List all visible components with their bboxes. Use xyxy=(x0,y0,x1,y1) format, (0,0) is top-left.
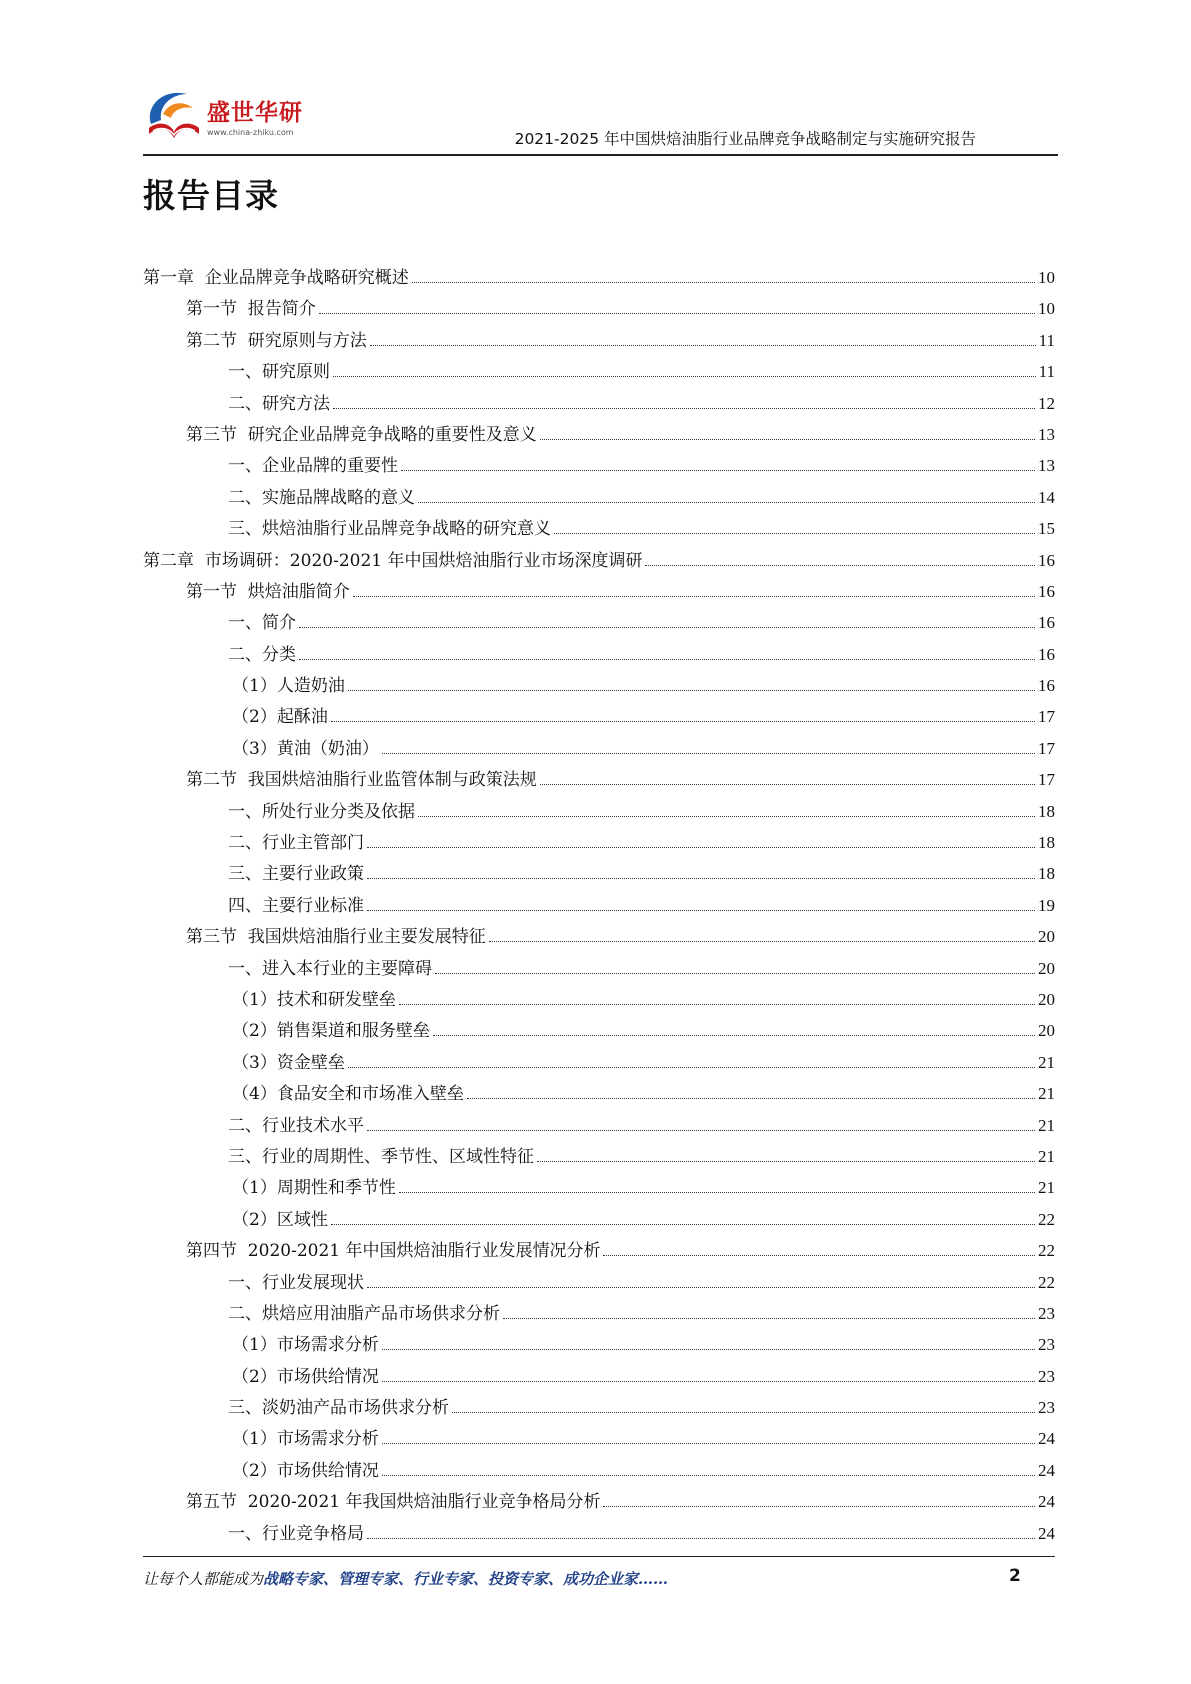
toc-entry[interactable] xyxy=(143,764,1055,795)
table-of-contents xyxy=(143,262,1055,1549)
toc-dot-leader xyxy=(540,439,1035,440)
toc-entry-title: 第二章 市场调研：2020-2021 年中国烘焙油脂行业市场深度调研 xyxy=(143,550,643,571)
toc-entry[interactable] xyxy=(143,1110,1055,1141)
toc-dot-leader xyxy=(333,408,1035,409)
toc-dot-leader xyxy=(399,1192,1035,1193)
toc-entry[interactable] xyxy=(143,827,1055,858)
toc-dot-leader xyxy=(299,627,1035,628)
toc-entry[interactable] xyxy=(143,388,1055,419)
toc-entry-title: 第一章 企业品牌竞争战略研究概述 xyxy=(143,268,409,288)
toc-entry-page: 21 xyxy=(1038,1115,1055,1135)
toc-entry-page: 20 xyxy=(1038,989,1055,1009)
toc-entry[interactable] xyxy=(143,1392,1055,1423)
toc-dot-leader xyxy=(370,345,1036,346)
toc-entry-title: （4）食品安全和市场准入壁垒 xyxy=(232,1084,464,1105)
toc-entry-page: 22 xyxy=(1038,1272,1055,1292)
toc-entry[interactable] xyxy=(143,545,1055,576)
toc-dot-leader xyxy=(603,1506,1035,1507)
toc-dot-leader xyxy=(367,1130,1035,1131)
toc-entry[interactable] xyxy=(143,482,1055,513)
toc-entry-page: 18 xyxy=(1038,801,1055,821)
toc-dot-leader xyxy=(433,1035,1035,1036)
toc-dot-leader xyxy=(348,1067,1035,1068)
toc-dot-leader xyxy=(467,1098,1035,1099)
toc-dot-leader xyxy=(382,1475,1035,1476)
toc-entry-title: 第二节 研究原则与方法 xyxy=(186,330,367,351)
toc-entry-title: （2）起酥油 xyxy=(232,707,328,728)
toc-dot-leader xyxy=(418,502,1035,503)
toc-entry-title: 二、烘焙应用油脂产品市场供求分析 xyxy=(228,1303,500,1324)
toc-entry-title: 一、进入本行业的主要障碍 xyxy=(228,958,432,979)
toc-entry-title: （2）市场供给情况 xyxy=(232,1366,379,1387)
toc-entry-title: 一、研究原则 xyxy=(228,362,330,383)
toc-dot-leader xyxy=(399,1004,1035,1005)
toc-dot-leader xyxy=(603,1255,1035,1256)
toc-entry-page: 19 xyxy=(1038,895,1055,915)
toc-entry[interactable] xyxy=(143,1518,1055,1549)
toc-entry-title: （2）销售渠道和服务壁垒 xyxy=(232,1021,430,1042)
toc-entry-page: 20 xyxy=(1038,958,1055,978)
toc-dot-leader xyxy=(503,1318,1035,1319)
toc-entry-title: （2）市场供给情况 xyxy=(232,1460,379,1481)
toc-entry-page: 23 xyxy=(1038,1366,1055,1386)
toc-entry-page: 16 xyxy=(1038,550,1055,570)
toc-entry[interactable] xyxy=(143,1235,1055,1266)
toc-entry[interactable] xyxy=(143,890,1055,921)
toc-entry[interactable] xyxy=(143,419,1055,450)
toc-entry[interactable] xyxy=(143,733,1055,764)
toc-entry-title: 三、烘焙油脂行业品牌竞争战略的研究意义 xyxy=(228,519,551,540)
company-logo xyxy=(143,84,313,146)
toc-dot-leader xyxy=(382,753,1035,754)
toc-entry-page: 24 xyxy=(1038,1460,1055,1480)
toc-entry-page: 24 xyxy=(1038,1429,1055,1449)
toc-entry-page: 17 xyxy=(1038,738,1055,758)
toc-dot-leader xyxy=(353,596,1035,597)
toc-entry-page: 23 xyxy=(1038,1303,1055,1323)
toc-entry[interactable] xyxy=(143,639,1055,670)
toc-entry[interactable] xyxy=(143,262,1055,293)
toc-entry-title: （3）资金壁垒 xyxy=(232,1052,345,1073)
toc-entry[interactable] xyxy=(143,1141,1055,1172)
toc-entry-title: 一、行业竞争格局 xyxy=(228,1523,364,1544)
toc-entry-title: 第三节 研究企业品牌竞争战略的重要性及意义 xyxy=(186,424,537,445)
toc-entry-title: 第一节 烘焙油脂简介 xyxy=(186,581,350,602)
slogan-emphasis: 战略专家、管理专家、行业专家、投资专家、成功企业家…… xyxy=(263,1570,669,1588)
toc-dot-leader xyxy=(319,313,1035,314)
toc-entry[interactable] xyxy=(143,921,1055,952)
toc-entry[interactable] xyxy=(143,1172,1055,1203)
toc-entry-title: 第二节 我国烘焙油脂行业监管体制与政策法规 xyxy=(186,770,537,791)
toc-entry-title: （2）区域性 xyxy=(232,1209,328,1230)
footer-slogan xyxy=(143,1568,668,1589)
toc-dot-leader xyxy=(299,659,1035,660)
toc-entry[interactable] xyxy=(143,1361,1055,1392)
toc-dot-leader xyxy=(645,565,1035,566)
toc-entry-page: 18 xyxy=(1038,864,1055,884)
logo-emblem-icon xyxy=(143,84,205,144)
toc-entry-page: 17 xyxy=(1038,707,1055,727)
toc-entry-page: 13 xyxy=(1038,424,1055,444)
toc-entry-title: 三、淡奶油产品市场供求分析 xyxy=(228,1398,449,1419)
toc-dot-leader xyxy=(537,1161,1035,1162)
toc-entry-title: （1）人造奶油 xyxy=(232,676,345,697)
toc-entry-page: 20 xyxy=(1038,927,1055,947)
toc-entry-title: 第五节 2020-2021 年我国烘焙油脂行业竞争格局分析 xyxy=(186,1492,601,1513)
toc-entry[interactable] xyxy=(143,1423,1055,1454)
toc-dot-leader xyxy=(412,282,1035,283)
toc-entry[interactable] xyxy=(143,1204,1055,1235)
toc-entry-title: 二、研究方法 xyxy=(228,393,330,414)
toc-entry-page: 22 xyxy=(1038,1209,1055,1229)
toc-entry-page: 18 xyxy=(1038,833,1055,853)
toc-entry[interactable] xyxy=(143,1455,1055,1486)
toc-dot-leader xyxy=(348,690,1035,691)
page-title: 报告目录 xyxy=(143,176,279,215)
toc-entry-page: 20 xyxy=(1038,1021,1055,1041)
toc-dot-leader xyxy=(452,1412,1035,1413)
toc-dot-leader xyxy=(540,784,1035,785)
toc-dot-leader xyxy=(367,847,1035,848)
toc-dot-leader xyxy=(435,973,1035,974)
toc-entry-page: 21 xyxy=(1038,1146,1055,1166)
toc-entry-title: 二、行业主管部门 xyxy=(228,833,364,854)
toc-dot-leader xyxy=(401,470,1035,471)
toc-entry-page: 21 xyxy=(1038,1084,1055,1104)
toc-entry[interactable] xyxy=(143,607,1055,638)
toc-entry-title: （1）市场需求分析 xyxy=(232,1335,379,1356)
toc-dot-leader xyxy=(367,910,1035,911)
toc-entry-title: 四、主要行业标准 xyxy=(228,895,364,916)
toc-entry-title: 二、分类 xyxy=(228,644,296,665)
toc-entry[interactable] xyxy=(143,953,1055,984)
toc-entry-page: 24 xyxy=(1038,1492,1055,1512)
toc-entry-title: （1）周期性和季节性 xyxy=(232,1178,396,1199)
toc-entry[interactable] xyxy=(143,858,1055,889)
toc-entry-title: 一、行业发展现状 xyxy=(228,1272,364,1293)
toc-entry-page: 13 xyxy=(1038,456,1055,476)
toc-dot-leader xyxy=(382,1443,1035,1444)
toc-entry[interactable] xyxy=(143,513,1055,544)
toc-entry-page: 11 xyxy=(1038,330,1055,350)
toc-entry[interactable] xyxy=(143,1047,1055,1078)
toc-entry-title: （1）技术和研发壁垒 xyxy=(232,989,396,1010)
toc-entry-title: 一、简介 xyxy=(228,613,296,634)
toc-entry[interactable] xyxy=(143,450,1055,481)
toc-entry[interactable] xyxy=(143,1015,1055,1046)
toc-dot-leader xyxy=(331,1224,1035,1225)
toc-entry-page: 16 xyxy=(1038,676,1055,696)
toc-entry-page: 14 xyxy=(1038,487,1055,507)
toc-entry-page: 10 xyxy=(1038,268,1055,287)
toc-entry-title: （3）黄油（奶油） xyxy=(232,738,379,759)
toc-dot-leader xyxy=(489,941,1035,942)
toc-entry-title: 第四节 2020-2021 年中国烘焙油脂行业发展情况分析 xyxy=(186,1241,601,1262)
toc-dot-leader xyxy=(367,878,1035,879)
slogan-prefix: 让每个人都能成为 xyxy=(143,1570,264,1588)
toc-entry-page: 10 xyxy=(1038,299,1055,319)
toc-entry[interactable] xyxy=(143,356,1055,387)
toc-dot-leader xyxy=(331,721,1035,722)
report-title-header: 2021-2025 年中国烘焙油脂行业品牌竞争战略制定与实施研究报告 xyxy=(514,130,976,148)
toc-entry-title: 三、行业的周期性、季节性、区域性特征 xyxy=(228,1146,534,1167)
toc-entry-title: 一、企业品牌的重要性 xyxy=(228,456,398,477)
toc-entry-page: 21 xyxy=(1038,1178,1055,1198)
toc-entry[interactable] xyxy=(143,293,1055,324)
toc-entry-title: （1）市场需求分析 xyxy=(232,1429,379,1450)
toc-entry-page: 24 xyxy=(1038,1523,1055,1543)
toc-entry-page: 21 xyxy=(1038,1052,1055,1072)
toc-entry-page: 12 xyxy=(1038,393,1055,413)
toc-entry-page: 22 xyxy=(1038,1241,1055,1261)
toc-entry-title: 第三节 我国烘焙油脂行业主要发展特征 xyxy=(186,927,486,948)
toc-entry-page: 16 xyxy=(1038,644,1055,664)
toc-entry[interactable] xyxy=(143,1329,1055,1360)
toc-entry[interactable] xyxy=(143,576,1055,607)
logo-url: www.china-zhiku.com xyxy=(207,128,294,137)
toc-entry-title: 第一节 报告简介 xyxy=(186,299,316,320)
toc-entry-page: 15 xyxy=(1038,519,1055,539)
toc-dot-leader xyxy=(418,816,1035,817)
toc-entry[interactable] xyxy=(143,325,1055,356)
toc-entry-title: 三、主要行业政策 xyxy=(228,864,364,885)
toc-entry-page: 23 xyxy=(1038,1398,1055,1418)
toc-dot-leader xyxy=(333,376,1036,377)
toc-entry-title: 二、行业技术水平 xyxy=(228,1115,364,1136)
toc-entry-title: 二、实施品牌战略的意义 xyxy=(228,487,415,508)
toc-entry-title: 一、所处行业分类及依据 xyxy=(228,801,415,822)
toc-entry-page: 16 xyxy=(1038,613,1055,633)
toc-entry[interactable] xyxy=(143,1298,1055,1329)
page-number: 2 xyxy=(1009,1566,1021,1586)
toc-dot-leader xyxy=(554,533,1035,534)
toc-entry-page: 11 xyxy=(1038,362,1055,382)
toc-entry[interactable] xyxy=(143,796,1055,827)
toc-entry[interactable] xyxy=(143,701,1055,732)
toc-dot-leader xyxy=(367,1287,1035,1288)
toc-entry-page: 17 xyxy=(1038,770,1055,790)
toc-entry[interactable] xyxy=(143,1267,1055,1298)
toc-dot-leader xyxy=(367,1538,1035,1539)
toc-entry[interactable] xyxy=(143,1078,1055,1109)
header-divider xyxy=(143,154,1058,156)
footer-divider xyxy=(143,1556,1055,1557)
toc-entry-page: 16 xyxy=(1038,581,1055,601)
toc-dot-leader xyxy=(382,1381,1035,1382)
toc-entry[interactable] xyxy=(143,670,1055,701)
toc-entry[interactable] xyxy=(143,984,1055,1015)
toc-entry[interactable] xyxy=(143,1486,1055,1517)
logo-name: 盛世华研 xyxy=(207,100,303,126)
toc-entry-page: 23 xyxy=(1038,1335,1055,1355)
toc-dot-leader xyxy=(382,1349,1035,1350)
